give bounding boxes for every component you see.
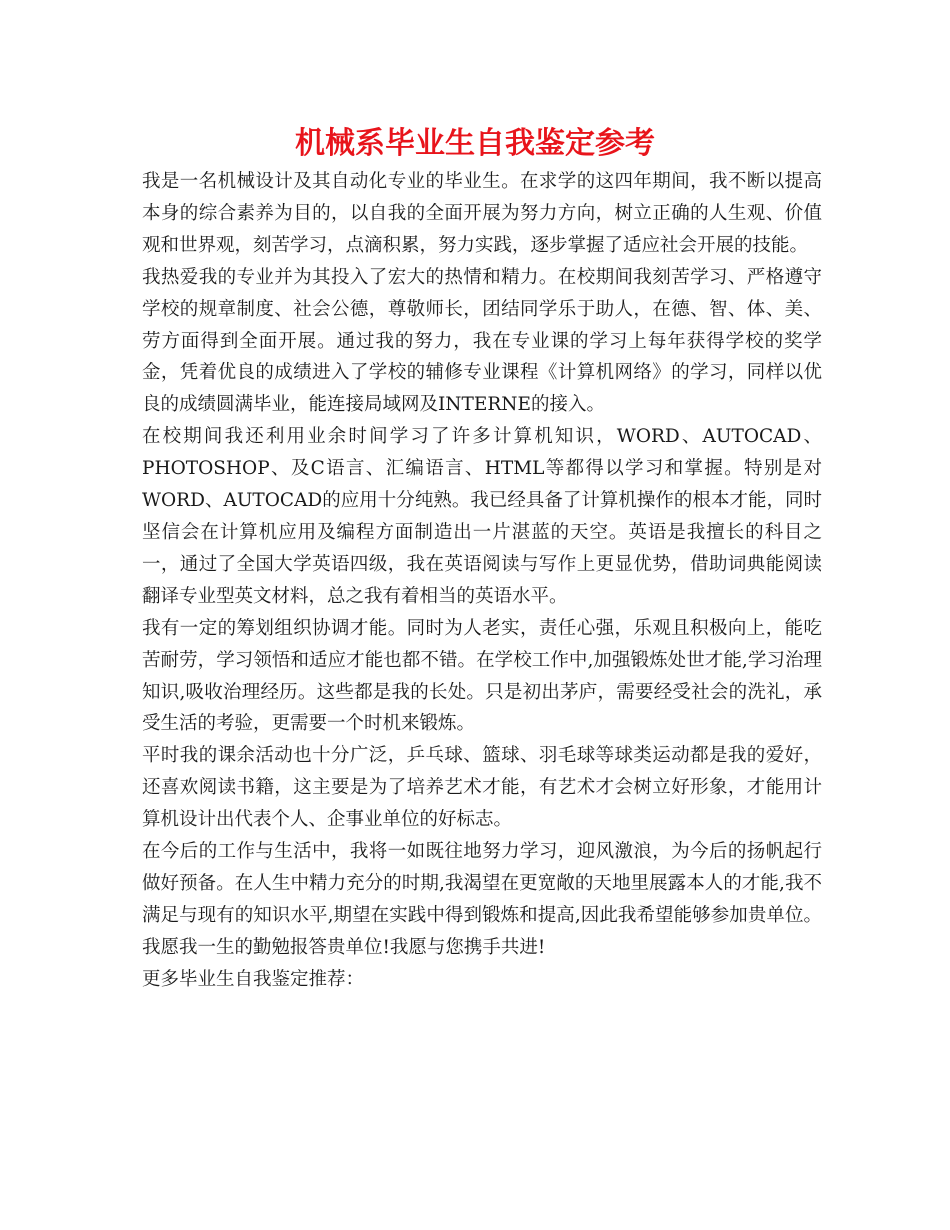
more-recommendations-label: 更多毕业生自我鉴定推荐： xyxy=(142,968,365,990)
document-title: 机械系毕业生自我鉴定参考 xyxy=(295,126,655,161)
paragraph-1: 我是一名机械设计及其自动化专业的毕业生。在求学的这四年期间，我不断以提高本身的综合素养为目的，以自我的全面开展为努力方向，树立正确的人生观、价值观和世界观，刻苦学习，点滴积累，努力实践，逐步掌握了适应社会开展的技能。 xyxy=(142,171,822,256)
paragraph-3: 在校期间我还利用业余时间学习了许多计算机知识，WORD、AUTOCAD、PHOTOSHOP、及C语言、汇编语言、HTML等都得以学习和掌握。特别是对WORD、AUTOCAD的应用十分纯熟。我已经具备了计算机操作的根本才能，同时坚信会在计算机应用及编程方面制造出一片湛蓝的天空。英语是我擅长的科目之一，通过了全国大学英语四级，我在英语阅读与写作上更显优势，借助词典能阅读翻译专业型英文材料，总之我有着相当的英语水平。 xyxy=(142,426,822,607)
paragraph-6: 在今后的工作与生活中，我将一如既往地努力学习，迎风激浪，为今后的扬帆起行做好预备。在人生中精力充分的时期,我渴望在更宽敞的天地里展露本人的才能,我不满足与现有的知识水平,期望在实践中得到锻炼和提高,因此我希望能够参加贵单位。我愿我一生的勤勉报答贵单位!我愿与您携手共进! xyxy=(142,841,822,958)
paragraph-4: 我有一定的筹划组织协调才能。同时为人老实，责任心强，乐观且积极向上，能吃苦耐劳，学习领悟和适应才能也都不错。在学校工作中,加强锻炼处世才能,学习治理知识,吸收治理经历。这些都是我的长处。只是初出茅庐，需要经受社会的洗礼，承受生活的考验，更需要一个时机来锻炼。 xyxy=(142,617,822,735)
paragraph-2: 我热爱我的专业并为其投入了宏大的热情和精力。在校期间我刻苦学习、严格遵守学校的规章制度、社会公德，尊敬师长，团结同学乐于助人，在德、智、体、美、劳方面得到全面开展。通过我的努力，我在专业课的学习上每年获得学校的奖学金，凭着优良的成绩进入了学校的辅修专业课程《计算机网络》的学习，同样以优良的成绩圆满毕业，能连接局域网及INTERNE的接入。 xyxy=(142,266,822,416)
paragraph-5: 平时我的课余活动也十分广泛，乒乓球、篮球、羽毛球等球类运动都是我的爱好，还喜欢阅读书籍，这主要是为了培养艺术才能，有艺术才会树立好形象，才能用计算机设计出代表个人、企事业单位的好标志。 xyxy=(142,745,822,831)
document-body xyxy=(142,166,822,996)
